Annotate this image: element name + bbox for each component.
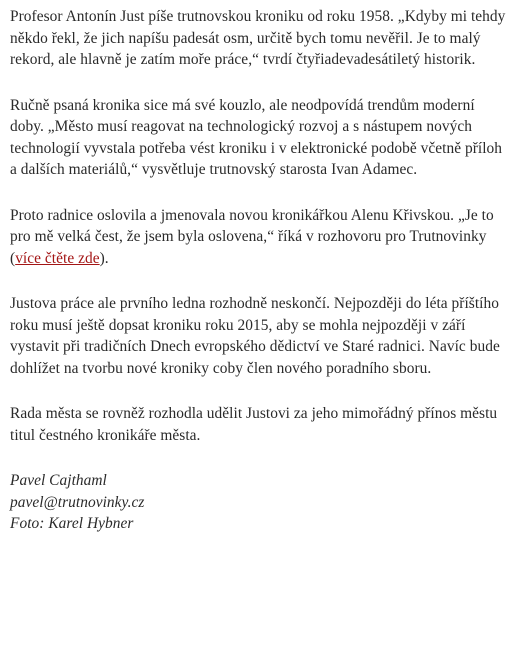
paragraph-new-chronicler-tail: ).: [99, 249, 109, 267]
paragraph-continuation: Justova práce ale prvního ledna rozhodně neskončí. Nejpozději do léta příštího roku musí ještě dopsat kroniku roku 2015, aby se mohla nejpozději v září vystavit při tradičních Dnech evropského dědictví ve Staré radnici. Navíc bude dohlížet na tvorbu nové kroniky coby člen nového poradního sboru.: [10, 295, 500, 377]
paragraph-honorary-title: Rada města se rovněž rozhodla udělit Justovi za jeho mimořádný přínos městu titul čestného kronikáře města.: [10, 405, 498, 444]
paragraph-intro: Profesor Antonín Just píše trutnovskou kroniku od roku 1958. „Kdyby mi tehdy někdo řekl, že jich napíšu padesát osm, určitě bych tomu nevěřil. Je to malý rekord, ale hlavně je zatím moře práce,“ tvrdí čtyřiadevadesátiletý historik.: [10, 8, 506, 68]
read-more-link[interactable]: více čtěte zde: [15, 249, 100, 267]
paragraph-mayor-quote: Ručně psaná kronika sice má své kouzlo, ale neodpovídá trendům moderní doby. „Město musí reagovat na technologický rozvoj a s nástupem nových technologií vyvstala potřeba vést kroniku i v elektronické podobě včetně příloh a dalších materiálů,“ vysvětluje trutnovský starosta Ivan Adamec.: [10, 96, 503, 178]
paragraph-new-chronicler-text: Proto radnice oslovila a jmenovala novou kronikářkou Alenu Křivskou. „Je to pro mě velká čest, že jsem byla oslovena,“ říká v rozhovoru pro Trutnovinky (: [10, 206, 494, 267]
author-email: pavel@trutnovinky.cz: [10, 493, 145, 511]
signature-block: [10, 470, 510, 535]
photo-credit: Foto: Karel Hybner: [10, 515, 134, 532]
article-body: [10, 6, 510, 535]
paragraph-new-chronicler: [10, 205, 510, 270]
author-name: Pavel Cajthaml: [10, 472, 107, 489]
